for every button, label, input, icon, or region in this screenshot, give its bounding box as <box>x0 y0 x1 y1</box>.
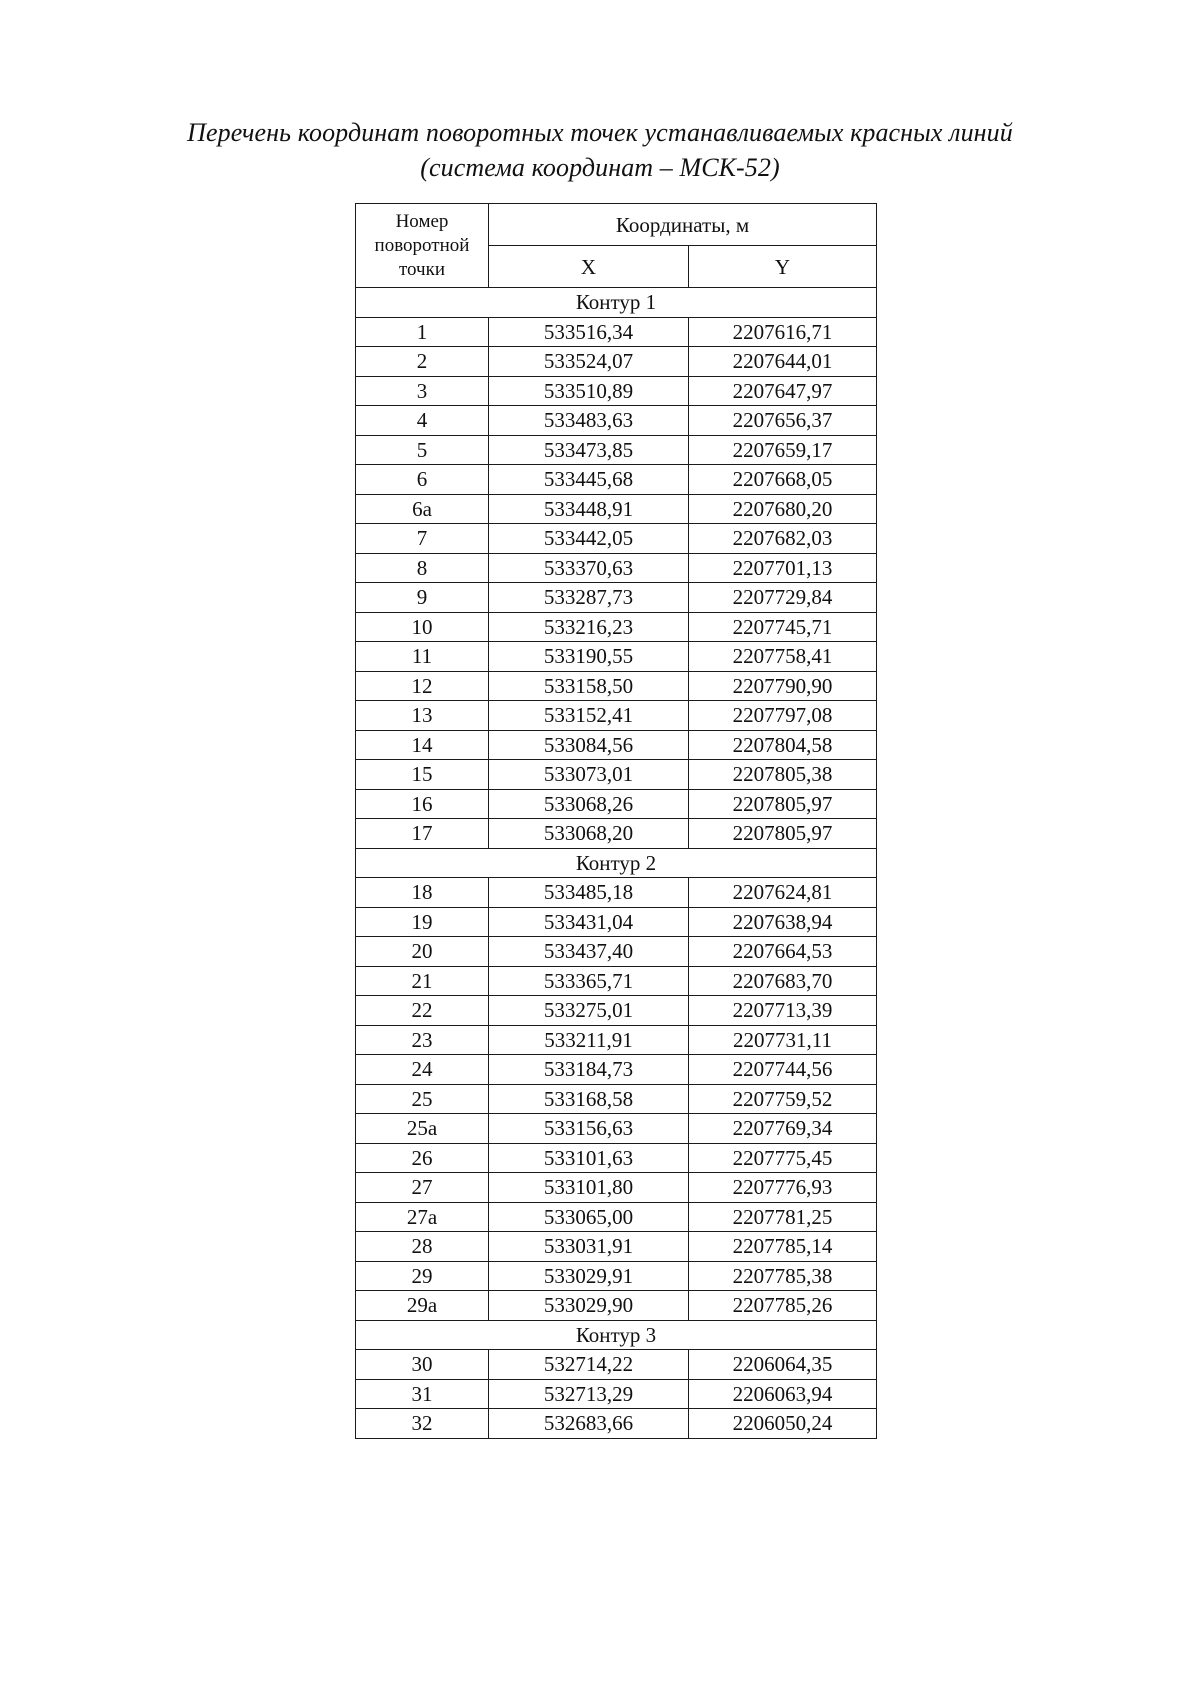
x-coordinate-cell: 533370,63 <box>489 553 689 583</box>
table-row <box>356 435 877 465</box>
x-coordinate-cell: 533287,73 <box>489 583 689 613</box>
contour-label: Контур 2 <box>356 848 877 878</box>
y-coordinate-cell: 2207805,97 <box>689 789 877 819</box>
x-coordinate-cell: 533073,01 <box>489 760 689 790</box>
y-coordinate-cell: 2207659,17 <box>689 435 877 465</box>
table-row <box>356 465 877 495</box>
y-coordinate-cell: 2207683,70 <box>689 966 877 996</box>
y-coordinate-cell: 2207656,37 <box>689 406 877 436</box>
point-number-cell: 27а <box>356 1202 489 1232</box>
table-row <box>356 1261 877 1291</box>
table-row <box>356 406 877 436</box>
y-coordinate-cell: 2207644,01 <box>689 347 877 377</box>
point-number-cell: 28 <box>356 1232 489 1262</box>
x-coordinate-cell: 533483,63 <box>489 406 689 436</box>
y-coordinate-cell: 2207785,14 <box>689 1232 877 1262</box>
point-number-cell: 8 <box>356 553 489 583</box>
table-row <box>356 671 877 701</box>
y-coordinate-cell: 2207769,34 <box>689 1114 877 1144</box>
table-row <box>356 1202 877 1232</box>
y-coordinate-cell: 2207682,03 <box>689 524 877 554</box>
x-coordinate-cell: 533084,56 <box>489 730 689 760</box>
x-coordinate-cell: 533101,63 <box>489 1143 689 1173</box>
y-coordinate-cell: 2207616,71 <box>689 317 877 347</box>
table-row <box>356 966 877 996</box>
point-number-cell: 22 <box>356 996 489 1026</box>
document-title <box>0 115 1200 185</box>
contour-label: Контур 1 <box>356 288 877 318</box>
table-row <box>356 907 877 937</box>
point-number-cell: 21 <box>356 966 489 996</box>
point-number-cell: 15 <box>356 760 489 790</box>
table-row <box>356 1055 877 1085</box>
table-row <box>356 494 877 524</box>
coordinates-header: Координаты, м <box>489 204 877 246</box>
table-row <box>356 642 877 672</box>
point-number-cell: 18 <box>356 878 489 908</box>
table-row <box>356 819 877 849</box>
point-header-line-1: Номер <box>395 210 449 232</box>
y-coordinate-cell: 2207776,93 <box>689 1173 877 1203</box>
point-number-cell: 25 <box>356 1084 489 1114</box>
x-coordinate-cell: 533190,55 <box>489 642 689 672</box>
contour-header-row <box>356 288 877 318</box>
point-number-cell: 14 <box>356 730 489 760</box>
table-row <box>356 583 877 613</box>
point-number-cell: 1 <box>356 317 489 347</box>
y-coordinate-cell: 2207759,52 <box>689 1084 877 1114</box>
y-coordinate-cell: 2207701,13 <box>689 553 877 583</box>
x-coordinate-cell: 533029,91 <box>489 1261 689 1291</box>
y-coordinate-cell: 2207668,05 <box>689 465 877 495</box>
y-coordinate-cell: 2206050,24 <box>689 1409 877 1439</box>
point-number-cell: 30 <box>356 1350 489 1380</box>
y-coordinate-cell: 2207781,25 <box>689 1202 877 1232</box>
x-coordinate-cell: 533510,89 <box>489 376 689 406</box>
point-number-cell: 20 <box>356 937 489 967</box>
title-line-1: Перечень координат поворотных точек устанавливаемых красных линий <box>187 118 1013 147</box>
point-number-cell: 27 <box>356 1173 489 1203</box>
x-coordinate-cell: 533216,23 <box>489 612 689 642</box>
x-coordinate-cell: 533442,05 <box>489 524 689 554</box>
x-coordinate-cell: 532714,22 <box>489 1350 689 1380</box>
table-row <box>356 701 877 731</box>
contour-header-row <box>356 1320 877 1350</box>
table-row <box>356 789 877 819</box>
y-coordinate-cell: 2207785,38 <box>689 1261 877 1291</box>
y-coordinate-cell: 2207805,97 <box>689 819 877 849</box>
point-number-cell: 2 <box>356 347 489 377</box>
point-number-cell: 3 <box>356 376 489 406</box>
y-coordinate-cell: 2207713,39 <box>689 996 877 1026</box>
x-coordinate-cell: 533473,85 <box>489 435 689 465</box>
table-row <box>356 1409 877 1439</box>
y-coordinate-cell: 2207797,08 <box>689 701 877 731</box>
table-row <box>356 1084 877 1114</box>
table-row <box>356 317 877 347</box>
x-coordinate-cell: 533516,34 <box>489 317 689 347</box>
x-coordinate-cell: 533485,18 <box>489 878 689 908</box>
x-coordinate-cell: 533029,90 <box>489 1291 689 1321</box>
point-number-cell: 26 <box>356 1143 489 1173</box>
x-header: X <box>489 246 689 288</box>
point-header-line-3: точки <box>398 258 445 280</box>
x-coordinate-cell: 533448,91 <box>489 494 689 524</box>
y-coordinate-cell: 2207680,20 <box>689 494 877 524</box>
y-coordinate-cell: 2206063,94 <box>689 1379 877 1409</box>
point-number-cell: 24 <box>356 1055 489 1085</box>
title-line-2: (система координат – МСК-52) <box>420 153 780 182</box>
point-number-cell: 17 <box>356 819 489 849</box>
y-coordinate-cell: 2207745,71 <box>689 612 877 642</box>
point-number-cell: 6а <box>356 494 489 524</box>
y-coordinate-cell: 2207775,45 <box>689 1143 877 1173</box>
x-coordinate-cell: 533431,04 <box>489 907 689 937</box>
point-header-line-2: поворотной <box>374 234 470 256</box>
x-coordinate-cell: 533068,20 <box>489 819 689 849</box>
table-row <box>356 553 877 583</box>
y-coordinate-cell: 2207664,53 <box>689 937 877 967</box>
y-coordinate-cell: 2206064,35 <box>689 1350 877 1380</box>
contour-label: Контур 3 <box>356 1320 877 1350</box>
x-coordinate-cell: 533031,91 <box>489 1232 689 1262</box>
contour-header-row <box>356 848 877 878</box>
x-coordinate-cell: 533184,73 <box>489 1055 689 1085</box>
y-coordinate-cell: 2207731,11 <box>689 1025 877 1055</box>
y-coordinate-cell: 2207729,84 <box>689 583 877 613</box>
point-number-cell: 23 <box>356 1025 489 1055</box>
point-number-cell: 12 <box>356 671 489 701</box>
table-row <box>356 1173 877 1203</box>
x-coordinate-cell: 533168,58 <box>489 1084 689 1114</box>
table-row <box>356 347 877 377</box>
point-number-cell: 5 <box>356 435 489 465</box>
x-coordinate-cell: 532713,29 <box>489 1379 689 1409</box>
point-number-cell: 6 <box>356 465 489 495</box>
x-coordinate-cell: 533156,63 <box>489 1114 689 1144</box>
y-coordinate-cell: 2207638,94 <box>689 907 877 937</box>
y-coordinate-cell: 2207744,56 <box>689 1055 877 1085</box>
table-row <box>356 1291 877 1321</box>
point-number-cell: 11 <box>356 642 489 672</box>
point-number-cell: 7 <box>356 524 489 554</box>
point-number-cell: 16 <box>356 789 489 819</box>
x-coordinate-cell: 532683,66 <box>489 1409 689 1439</box>
y-header: Y <box>689 246 877 288</box>
point-number-cell: 29а <box>356 1291 489 1321</box>
point-number-cell: 13 <box>356 701 489 731</box>
y-coordinate-cell: 2207790,90 <box>689 671 877 701</box>
table-row <box>356 376 877 406</box>
x-coordinate-cell: 533068,26 <box>489 789 689 819</box>
x-coordinate-cell: 533101,80 <box>489 1173 689 1203</box>
y-coordinate-cell: 2207758,41 <box>689 642 877 672</box>
point-number-cell: 32 <box>356 1409 489 1439</box>
table-row <box>356 1232 877 1262</box>
point-number-cell: 31 <box>356 1379 489 1409</box>
table-body <box>356 288 877 1439</box>
y-coordinate-cell: 2207624,81 <box>689 878 877 908</box>
table-row <box>356 1379 877 1409</box>
point-number-cell: 10 <box>356 612 489 642</box>
table-row <box>356 1350 877 1380</box>
table-header <box>356 204 877 288</box>
point-number-cell: 19 <box>356 907 489 937</box>
x-coordinate-cell: 533158,50 <box>489 671 689 701</box>
point-number-cell: 25а <box>356 1114 489 1144</box>
y-coordinate-cell: 2207804,58 <box>689 730 877 760</box>
table-row <box>356 1114 877 1144</box>
coordinates-table <box>355 203 877 1439</box>
table-row <box>356 730 877 760</box>
y-coordinate-cell: 2207785,26 <box>689 1291 877 1321</box>
x-coordinate-cell: 533275,01 <box>489 996 689 1026</box>
point-number-header <box>356 204 489 288</box>
table-row <box>356 524 877 554</box>
x-coordinate-cell: 533211,91 <box>489 1025 689 1055</box>
table-row <box>356 878 877 908</box>
x-coordinate-cell: 533365,71 <box>489 966 689 996</box>
point-number-cell: 4 <box>356 406 489 436</box>
y-coordinate-cell: 2207805,38 <box>689 760 877 790</box>
table-row <box>356 760 877 790</box>
x-coordinate-cell: 533437,40 <box>489 937 689 967</box>
x-coordinate-cell: 533152,41 <box>489 701 689 731</box>
x-coordinate-cell: 533524,07 <box>489 347 689 377</box>
point-number-cell: 29 <box>356 1261 489 1291</box>
x-coordinate-cell: 533445,68 <box>489 465 689 495</box>
table-row <box>356 612 877 642</box>
x-coordinate-cell: 533065,00 <box>489 1202 689 1232</box>
table-row <box>356 937 877 967</box>
table-row <box>356 1143 877 1173</box>
y-coordinate-cell: 2207647,97 <box>689 376 877 406</box>
point-number-cell: 9 <box>356 583 489 613</box>
table-row <box>356 996 877 1026</box>
table-row <box>356 1025 877 1055</box>
